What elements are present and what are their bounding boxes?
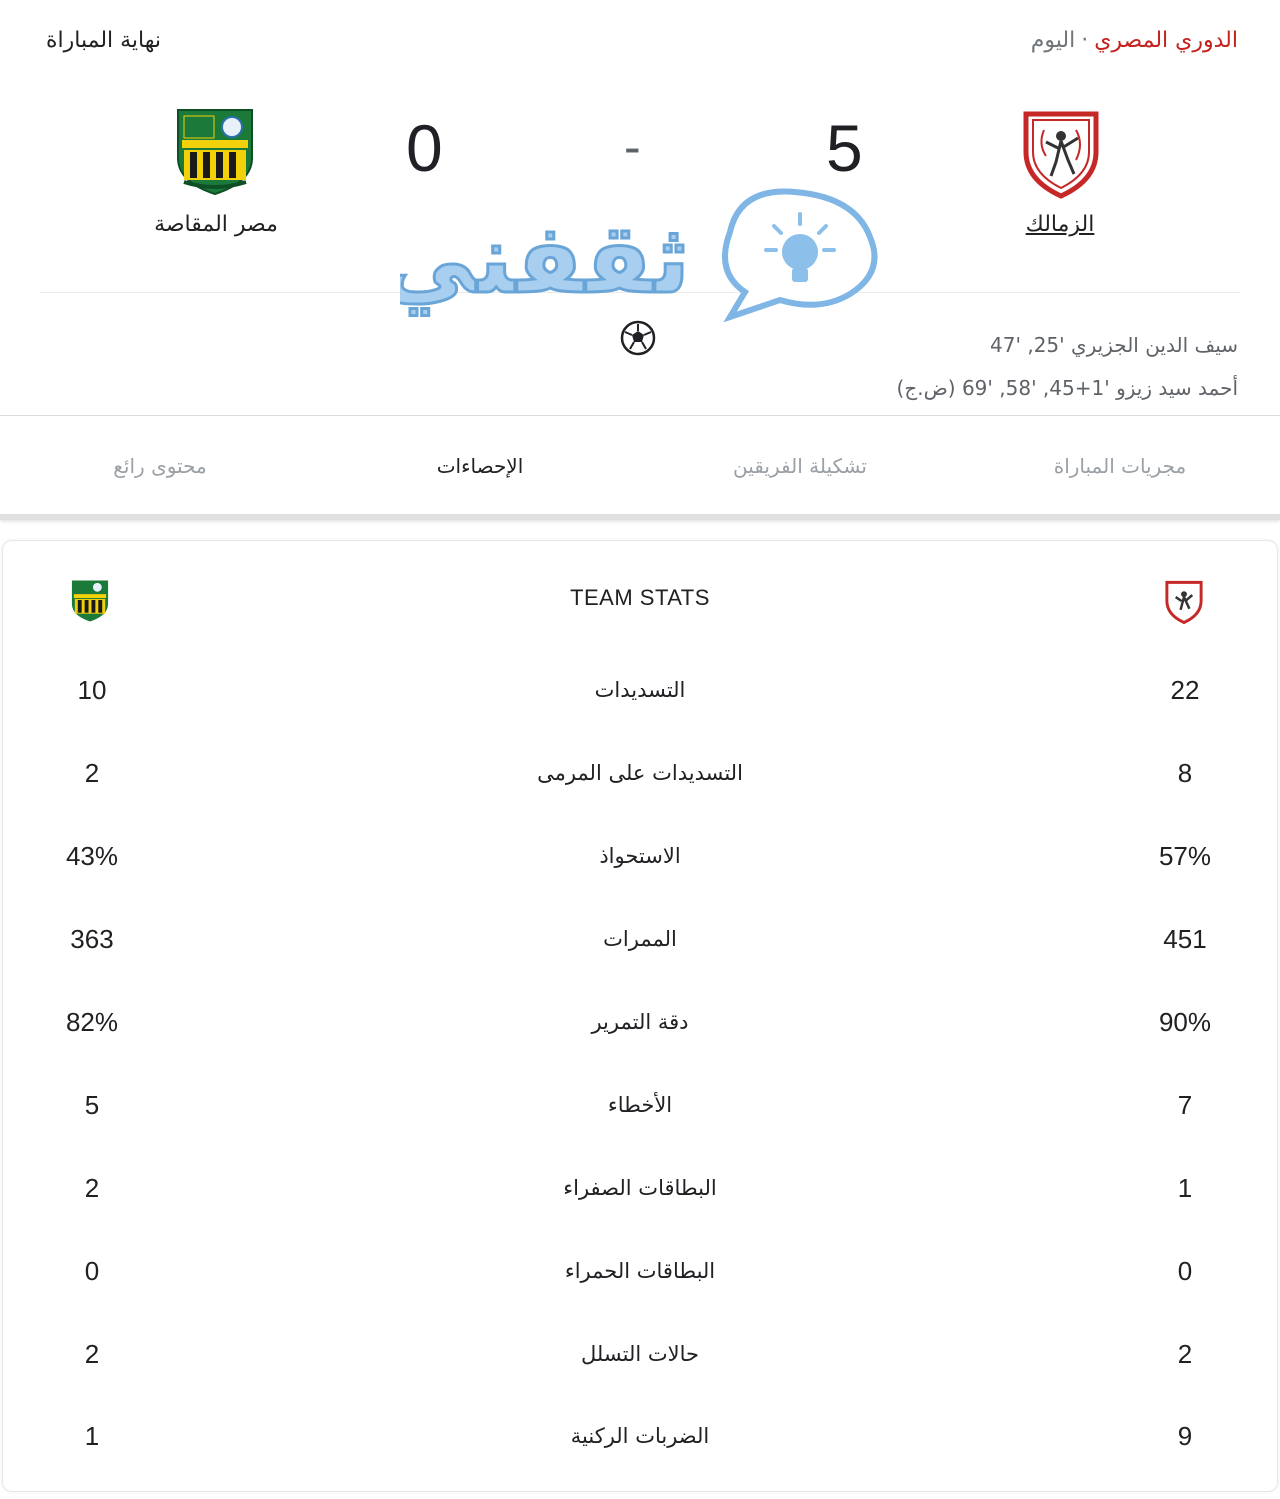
stat-home-value: 2 bbox=[1177, 1339, 1193, 1369]
zamalek-mini-crest-icon bbox=[1162, 575, 1206, 625]
stat-away-value: 2 bbox=[84, 1173, 100, 1203]
match-tabs bbox=[0, 416, 1280, 516]
stat-row-passes bbox=[0, 919, 1280, 1002]
stat-label: الاستحواذ bbox=[599, 844, 681, 868]
stat-row-corners bbox=[0, 1416, 1280, 1499]
home-team-name[interactable]: الزمالك bbox=[1025, 212, 1095, 237]
misr-lel-makkasa-crest-icon[interactable] bbox=[170, 100, 260, 200]
home-score: 5 bbox=[826, 111, 863, 185]
stat-row-offsides bbox=[0, 1334, 1280, 1417]
stat-label: البطاقات الصفراء bbox=[563, 1176, 717, 1200]
tab-lineups[interactable]: تشكيلة الفريقين bbox=[733, 454, 867, 478]
tab-great-content[interactable]: محتوى رائع bbox=[113, 454, 207, 478]
away-score: 0 bbox=[406, 111, 443, 185]
stat-row-pass-accuracy bbox=[0, 1002, 1280, 1085]
stat-home-value: 0 bbox=[1177, 1256, 1193, 1286]
stat-row-shots-on-target bbox=[0, 753, 1280, 836]
soccer-ball-icon bbox=[620, 320, 656, 356]
stat-home-value: 57% bbox=[1158, 841, 1212, 871]
watermark-text: ثقفني bbox=[400, 203, 690, 315]
scorer-line[interactable]: سيف الدين الجزيري '25, '47 bbox=[990, 333, 1238, 357]
stats-title: TEAM STATS bbox=[570, 585, 710, 610]
stat-row-possession bbox=[0, 836, 1280, 919]
tabs-shadow-bar bbox=[0, 514, 1280, 520]
stat-away-value: 82% bbox=[65, 1007, 119, 1037]
tab-stats[interactable]: الإحصاءات bbox=[436, 454, 524, 478]
stat-away-value: 5 bbox=[84, 1090, 100, 1120]
away-team-name[interactable]: مصر المقاصة bbox=[154, 212, 278, 237]
stat-label: الأخطاء bbox=[607, 1093, 673, 1117]
tab-match-events[interactable]: مجريات المباراة bbox=[1053, 454, 1187, 478]
stat-home-value: 22 bbox=[1170, 675, 1200, 705]
stat-home-value: 9 bbox=[1177, 1421, 1193, 1451]
stat-away-value: 2 bbox=[84, 1339, 100, 1369]
stat-home-value: 451 bbox=[1163, 924, 1207, 954]
stat-row-fouls bbox=[0, 1085, 1280, 1168]
score-dash: - bbox=[624, 119, 641, 175]
stat-label: التسديدات على المرمى bbox=[537, 761, 743, 785]
match-date: اليوم bbox=[1030, 28, 1076, 53]
stat-away-value: 1 bbox=[84, 1421, 100, 1451]
stat-label: حالات التسلل bbox=[581, 1342, 699, 1366]
stat-home-value: 8 bbox=[1177, 758, 1193, 788]
separator: · bbox=[1081, 28, 1089, 53]
stat-label: دقة التمرير bbox=[591, 1010, 689, 1034]
league-link[interactable]: الدوري المصري bbox=[1094, 28, 1238, 53]
stat-row-red-cards bbox=[0, 1251, 1280, 1334]
zamalek-crest-icon[interactable] bbox=[1016, 100, 1106, 200]
scorer-line[interactable]: أحمد سيد زيزو '1+45, '58, '69 (ض.ج) bbox=[896, 376, 1238, 400]
stat-home-value: 90% bbox=[1158, 1007, 1212, 1037]
stat-home-value: 7 bbox=[1177, 1090, 1193, 1120]
stat-row-yellow-cards bbox=[0, 1168, 1280, 1251]
stat-home-value: 1 bbox=[1177, 1173, 1193, 1203]
stat-label: الضربات الركنية bbox=[570, 1424, 710, 1448]
stat-away-value: 10 bbox=[77, 675, 107, 705]
stat-away-value: 43% bbox=[65, 841, 119, 871]
match-status: نهاية المباراة bbox=[46, 28, 162, 53]
makkasa-mini-crest-icon bbox=[68, 575, 112, 625]
stat-row-shots bbox=[0, 670, 1280, 753]
stat-away-value: 2 bbox=[84, 758, 100, 788]
goal-scorers bbox=[897, 324, 1238, 410]
stat-label: الممرات bbox=[603, 927, 677, 951]
league-breadcrumb bbox=[1031, 28, 1238, 53]
stat-label: البطاقات الحمراء bbox=[564, 1259, 716, 1283]
stat-away-value: 363 bbox=[70, 924, 114, 954]
watermark-logo bbox=[400, 182, 890, 322]
stat-label: التسديدات bbox=[594, 678, 686, 702]
stat-away-value: 0 bbox=[84, 1256, 100, 1286]
